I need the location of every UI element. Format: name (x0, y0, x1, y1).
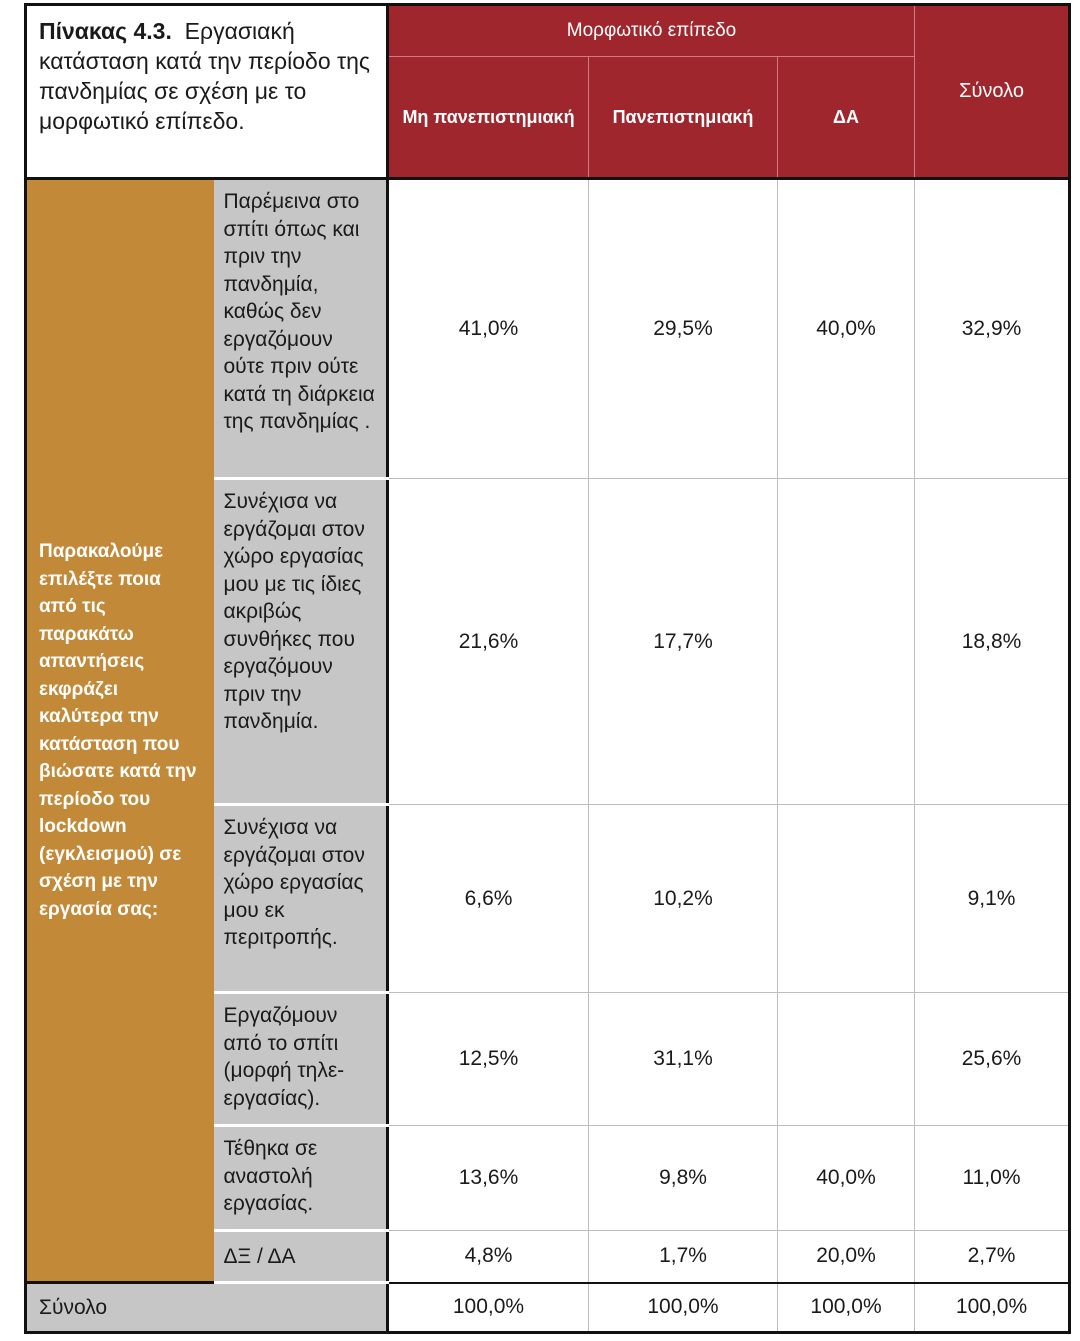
value-cell (778, 805, 915, 993)
employment-status-table (24, 3, 1071, 1334)
value-cell: 20,0% (778, 1231, 915, 1283)
value-cell: 13,6% (388, 1126, 589, 1231)
value-cell: 41,0% (388, 179, 589, 479)
answer-label: Τέθηκα σε αναστολή εργασίας. (214, 1126, 388, 1231)
table-number: Πίνακας 4.3. (39, 18, 172, 44)
header-total: Σύνολο (915, 5, 1070, 179)
value-cell: 1,7% (589, 1231, 778, 1283)
value-cell: 10,2% (589, 805, 778, 993)
value-cell: 9,1% (915, 805, 1070, 993)
value-cell: 21,6% (388, 479, 589, 805)
answer-label: Συνέχισα να εργάζομαι στον χώρο εργασίας μου εκ περιτροπής. (214, 805, 388, 993)
value-cell: 4,8% (388, 1231, 589, 1283)
question-label: Παρακαλούμε επιλέξτε ποια από τις παρακάτω απαντήσεις εκφράζει καλύτερα την κατάσταση που βιώσατε κατά την περίοδο του lockdown (εγκλεισμού) σε σχέση με την εργασία σας: (26, 179, 214, 1283)
answer-label: ΔΞ / ΔΑ (214, 1231, 388, 1283)
value-cell: 11,0% (915, 1126, 1070, 1231)
group-header: Μορφωτικό επίπεδο (388, 5, 915, 57)
value-cell: 18,8% (915, 479, 1070, 805)
value-cell: 2,7% (915, 1231, 1070, 1283)
header-university: Πανεπιστημιακή (589, 57, 778, 179)
value-cell: 40,0% (778, 179, 915, 479)
table-row (26, 179, 1070, 479)
table-caption: Εργασιακή κατάσταση κατά την περίοδο της πανδημίας σε σχέση με το μορφωτικό επίπεδο. (39, 18, 370, 134)
total-label: Σύνολο (26, 1283, 388, 1333)
value-cell: 17,7% (589, 479, 778, 805)
header-da: ΔΑ (778, 57, 915, 179)
value-cell (778, 479, 915, 805)
value-cell: 9,8% (589, 1126, 778, 1231)
answer-label: Παρέμεινα στο σπίτι όπως και πριν την πανδημία, καθώς δεν εργαζόμουν ούτε πριν ούτε κατά τη διάρκεια της πανδημίας . (214, 179, 388, 479)
total-value: 100,0% (778, 1283, 915, 1333)
total-value: 100,0% (915, 1283, 1070, 1333)
value-cell: 12,5% (388, 993, 589, 1126)
answer-label: Συνέχισα να εργάζομαι στον χώρο εργασίας μου με τις ίδιες ακριβώς συνθήκες που εργαζόμουν πριν την πανδημία. (214, 479, 388, 805)
value-cell: 32,9% (915, 179, 1070, 479)
value-cell: 29,5% (589, 179, 778, 479)
total-value: 100,0% (589, 1283, 778, 1333)
value-cell: 31,1% (589, 993, 778, 1126)
value-cell (778, 993, 915, 1126)
value-cell: 6,6% (388, 805, 589, 993)
table-title (26, 5, 388, 179)
header-non-university: Μη πανεπιστημιακή (388, 57, 589, 179)
value-cell: 40,0% (778, 1126, 915, 1231)
value-cell: 25,6% (915, 993, 1070, 1126)
total-value: 100,0% (388, 1283, 589, 1333)
answer-label: Εργαζόμουν από το σπίτι (μορφή τηλε-εργασίας). (214, 993, 388, 1126)
total-row (26, 1283, 1070, 1333)
